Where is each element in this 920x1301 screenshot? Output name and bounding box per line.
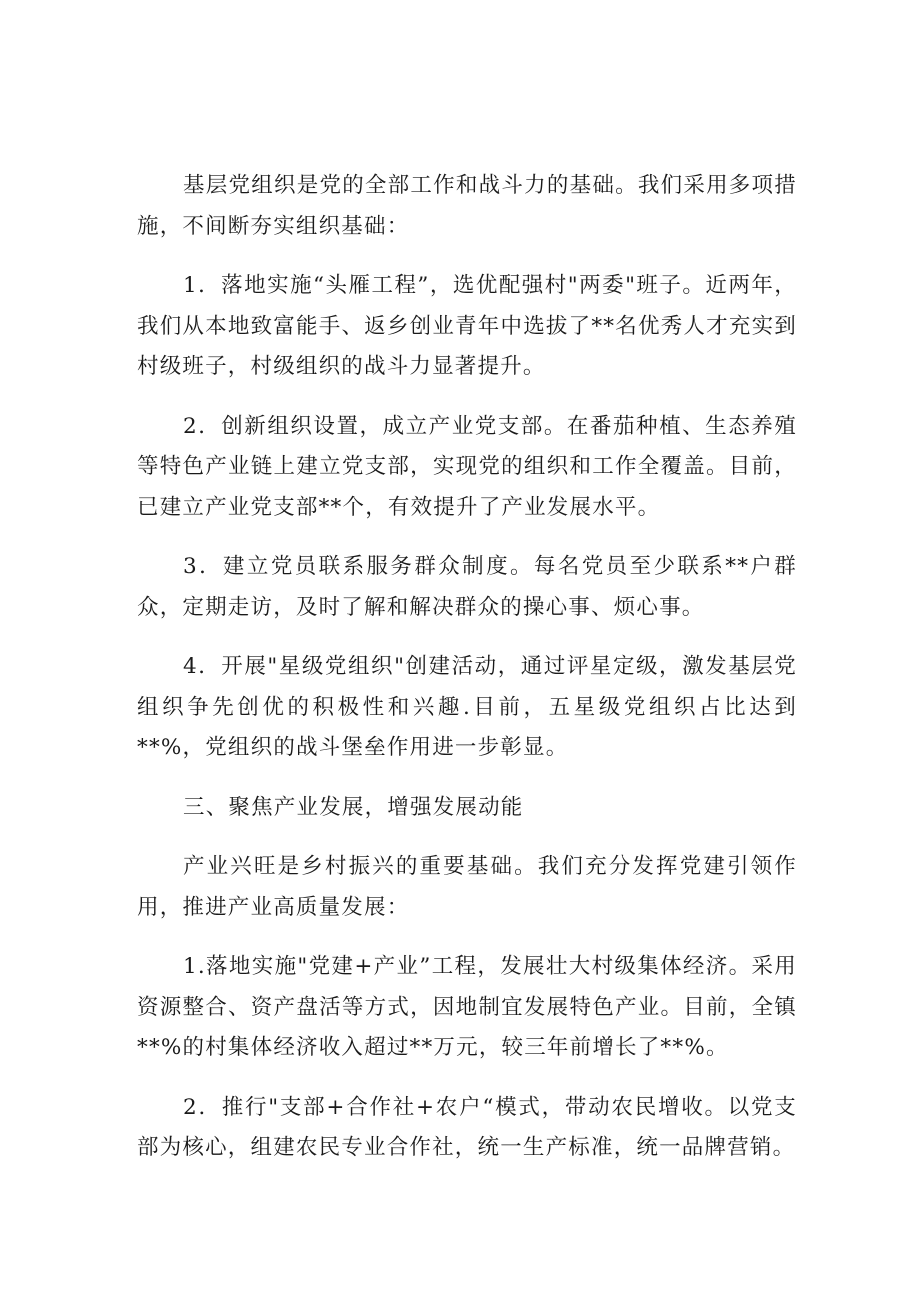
- paragraph-item-2: 2．创新组织设置，成立产业党支部。在番茄种植、生态养殖等特色产业链上建立党支部，实现党的组织和工作全覆盖。目前，已建立产业党支部**个，有效提升了产业发展水平。: [137, 413, 797, 520]
- paragraph-section-intro: 产业兴旺是乡村振兴的重要基础。我们充分发挥党建引领作用，推进产业高质量发展：: [137, 854, 797, 920]
- document-body: [137, 166, 797, 1188]
- paragraph-section-item-2: 2．推行"支部+合作社+农户“模式，带动农民增收。以党支部为核心，组建农民专业合作社，统一生产标准，统一品牌营销。: [137, 1094, 797, 1160]
- paragraph-intro: 基层党组织是党的全部工作和战斗力的基础。我们采用多项措施，不间断夯实组织基础：: [137, 173, 797, 239]
- section-heading: 三、聚焦产业发展，增强发展动能: [183, 794, 524, 820]
- paragraph-item-4: 4．开展"星级党组织"创建活动，通过评星定级，激发基层党组织争先创优的积极性和兴趣.目前，五星级党组织占比达到**%，党组织的战斗堡垒作用进一步彰显。: [137, 654, 797, 760]
- paragraph-section-item-1: 1.落地实施"党建+产业”工程，发展壮大村级集体经济。采用资源整合、资产盘活等方式，因地制宜发展特色产业。目前，全镇**%的村集体经济收入超过**万元，较三年前增长了**%。: [137, 954, 797, 1060]
- paragraph-item-1: 1．落地实施“头雁工程”，选优配强村"两委"班子。近两年，我们从本地致富能手、返乡创业青年中选拔了**名优秀人才充实到村级班子，村级组织的战斗力显著提升。: [137, 273, 797, 379]
- paragraph-item-3: 3．建立党员联系服务群众制度。每名党员至少联系**户群众，定期走访，及时了解和解决群众的操心事、烦心事。: [137, 554, 797, 620]
